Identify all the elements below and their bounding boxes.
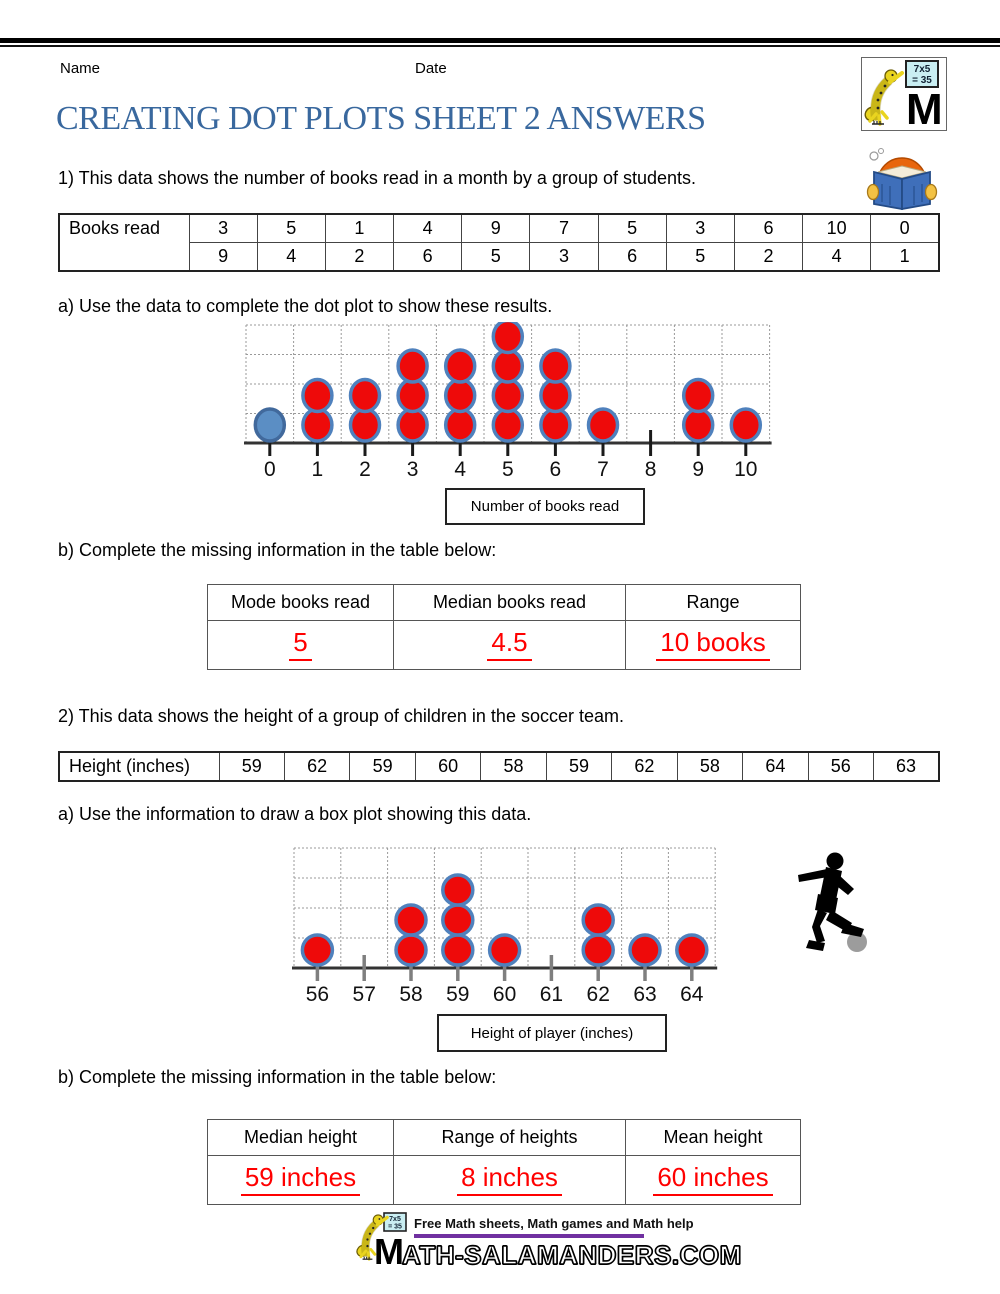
- data-cell: 2: [325, 243, 393, 272]
- tick-label: 61: [539, 983, 564, 1006]
- xaxis-label-2: Height of player (inches): [470, 1024, 634, 1042]
- data-dot: [351, 409, 380, 441]
- tick-label: 2: [359, 458, 371, 481]
- footer-wordmark: [374, 1231, 742, 1272]
- board-line1: 7x5: [913, 64, 931, 75]
- table-row: [208, 585, 801, 621]
- data-dot: [493, 350, 522, 382]
- table-row: [59, 752, 939, 781]
- data-cell: 63: [874, 752, 939, 781]
- data-dot: [493, 380, 522, 412]
- q2-prompt: 2) This data shows the height of a group of children in the soccer team.: [58, 706, 624, 726]
- name-label: Name: [60, 60, 101, 77]
- tick-label: 4: [454, 458, 467, 481]
- data-cell: 2: [734, 243, 802, 272]
- data-cell: 64: [743, 752, 808, 781]
- answer-header: Mean height: [626, 1120, 801, 1156]
- tick-label: 62: [586, 983, 610, 1006]
- footer-tagline: Free Math sheets, Math games and Math help: [414, 1216, 694, 1231]
- data-dot: [583, 935, 613, 965]
- data-cell: 5: [257, 214, 325, 243]
- data-cell: 59: [546, 752, 611, 781]
- data-cell: 6: [598, 243, 666, 272]
- q1-data-table: [58, 213, 940, 272]
- tick-label: 10: [734, 458, 758, 481]
- answer-cell: [208, 621, 394, 670]
- data-dot: [583, 905, 613, 935]
- table-row: [59, 214, 939, 243]
- data-dot: [303, 380, 332, 412]
- answer-cell: [626, 1156, 801, 1205]
- data-dot: [684, 380, 713, 412]
- tick-label: 8: [644, 458, 657, 481]
- answer-value: 59 inches: [241, 1164, 360, 1195]
- answer-cell: [626, 621, 801, 670]
- table-row: [208, 621, 801, 670]
- data-dot: [493, 409, 522, 441]
- answer-cell: [208, 1156, 394, 1205]
- data-dot: [396, 935, 426, 965]
- data-dot: [677, 935, 707, 965]
- chalkboard: [906, 61, 938, 87]
- tick-label: 63: [633, 983, 657, 1006]
- data-dot: [443, 875, 473, 905]
- example-dot: [255, 409, 284, 441]
- data-cell: 3: [530, 243, 598, 272]
- xaxis-label-box-2: [437, 1014, 667, 1052]
- data-cell: 1: [871, 243, 939, 272]
- answer-header: Mode books read: [208, 585, 394, 621]
- data-cell: 9: [462, 214, 530, 243]
- data-cell: 1: [325, 214, 393, 243]
- xaxis-label-1: Number of books read: [470, 498, 620, 515]
- answer-value: 8 inches: [457, 1164, 562, 1195]
- tick-label: 59: [446, 983, 470, 1006]
- data-dot: [443, 905, 473, 935]
- xaxis-label-box-1: [445, 488, 645, 525]
- data-cell: 59: [350, 752, 415, 781]
- data-dot: [589, 409, 618, 441]
- row-header: Height (inches): [59, 752, 219, 781]
- data-cell: 56: [808, 752, 873, 781]
- soccer-player-icon: [783, 850, 885, 960]
- tick-label: 3: [406, 458, 419, 481]
- q2-part-a: a) Use the information to draw a box plot showing this data.: [58, 804, 532, 824]
- date-label: Date: [415, 60, 447, 77]
- tick-label: 57: [352, 983, 376, 1006]
- answer-header: Median books read: [394, 585, 626, 621]
- data-cell: 7: [530, 214, 598, 243]
- data-cell: 3: [189, 214, 257, 243]
- data-cell: 5: [598, 214, 666, 243]
- salamander-icon: [865, 70, 902, 124]
- data-cell: 6: [734, 214, 802, 243]
- q2-answer-table: [207, 1119, 801, 1205]
- q2-part-b: b) Complete the missing information in the table below:: [58, 1067, 497, 1087]
- data-cell: 59: [219, 752, 284, 781]
- table-row: [208, 1120, 801, 1156]
- tick-label: 7: [597, 458, 609, 481]
- data-cell: 62: [284, 752, 349, 781]
- data-cell: 10: [803, 214, 871, 243]
- footer-board-line2: = 35: [388, 1223, 402, 1231]
- data-cell: 3: [666, 214, 734, 243]
- answer-header: Range: [626, 585, 801, 621]
- data-dot: [490, 935, 520, 965]
- footer-board-line1: 7x5: [389, 1216, 401, 1223]
- dot-plot-heights: [291, 845, 721, 1011]
- salamander-logo: [862, 58, 944, 127]
- data-dot: [541, 380, 570, 412]
- data-cell: 60: [415, 752, 480, 781]
- answer-header: Range of heights: [394, 1120, 626, 1156]
- data-dot: [446, 380, 475, 412]
- data-dot: [684, 409, 713, 441]
- page-title: CREATING DOT PLOTS SHEET 2 ANSWERS: [56, 100, 706, 137]
- data-cell: 58: [677, 752, 742, 781]
- tick-label: 5: [501, 458, 514, 481]
- dot-plot-books: [243, 322, 775, 486]
- wordmark-rest: ATH-SALAMANDERS.COM: [402, 1240, 742, 1270]
- answer-cell: [394, 1156, 626, 1205]
- data-dot: [541, 409, 570, 441]
- q1-answer-table: [207, 584, 801, 670]
- logo-m-letter: M: [906, 85, 943, 127]
- answer-cell: [394, 621, 626, 670]
- data-cell: 58: [481, 752, 546, 781]
- data-cell: 62: [612, 752, 677, 781]
- answer-value: 4.5: [487, 629, 531, 660]
- data-cell: 5: [462, 243, 530, 272]
- data-cell: 0: [871, 214, 939, 243]
- data-cell: 4: [257, 243, 325, 272]
- tick-label: 64: [680, 983, 704, 1006]
- data-cell: 5: [666, 243, 734, 272]
- tick-label: 1: [311, 458, 324, 481]
- salamander-logo-box: [861, 57, 947, 131]
- reading-person-icon: [860, 146, 944, 210]
- row-header: Books read: [59, 214, 189, 271]
- top-rule-thin: [0, 45, 1000, 47]
- data-dot: [493, 322, 522, 353]
- data-dot: [541, 350, 570, 382]
- table-row: [59, 243, 939, 272]
- data-dot: [398, 409, 427, 441]
- data-dot: [396, 905, 426, 935]
- answer-value: 5: [289, 629, 311, 660]
- data-cell: 4: [394, 214, 462, 243]
- data-dot: [443, 935, 473, 965]
- answer-value: 60 inches: [653, 1164, 772, 1195]
- tick-label: 58: [399, 983, 423, 1006]
- table-row: [208, 1156, 801, 1205]
- board-line2: = 35: [912, 75, 932, 86]
- data-cell: 6: [394, 243, 462, 272]
- tick-label: 0: [263, 458, 276, 481]
- data-dot: [398, 350, 427, 382]
- data-dot: [398, 380, 427, 412]
- data-dot: [302, 935, 332, 965]
- tick-label: 9: [692, 458, 705, 481]
- tick-label: 6: [549, 458, 562, 481]
- data-dot: [731, 409, 760, 441]
- q1-part-b: b) Complete the missing information in the table below:: [58, 540, 497, 560]
- answer-header: Median height: [208, 1120, 394, 1156]
- data-dot: [446, 350, 475, 382]
- data-dot: [446, 409, 475, 441]
- data-cell: 9: [189, 243, 257, 272]
- data-dot: [630, 935, 660, 965]
- wordmark-m: M: [374, 1231, 402, 1272]
- q1-prompt: 1) This data shows the number of books read in a month by a group of students.: [58, 168, 697, 188]
- tick-label: 60: [492, 983, 517, 1006]
- data-cell: 4: [803, 243, 871, 272]
- data-dot: [351, 380, 380, 412]
- answer-value: 10 books: [656, 629, 770, 660]
- q2-data-table: [58, 751, 940, 782]
- tick-label: 56: [305, 983, 330, 1006]
- data-dot: [303, 409, 332, 441]
- q1-part-a: a) Use the data to complete the dot plot to show these results.: [58, 296, 553, 316]
- top-rule-thick: [0, 38, 1000, 43]
